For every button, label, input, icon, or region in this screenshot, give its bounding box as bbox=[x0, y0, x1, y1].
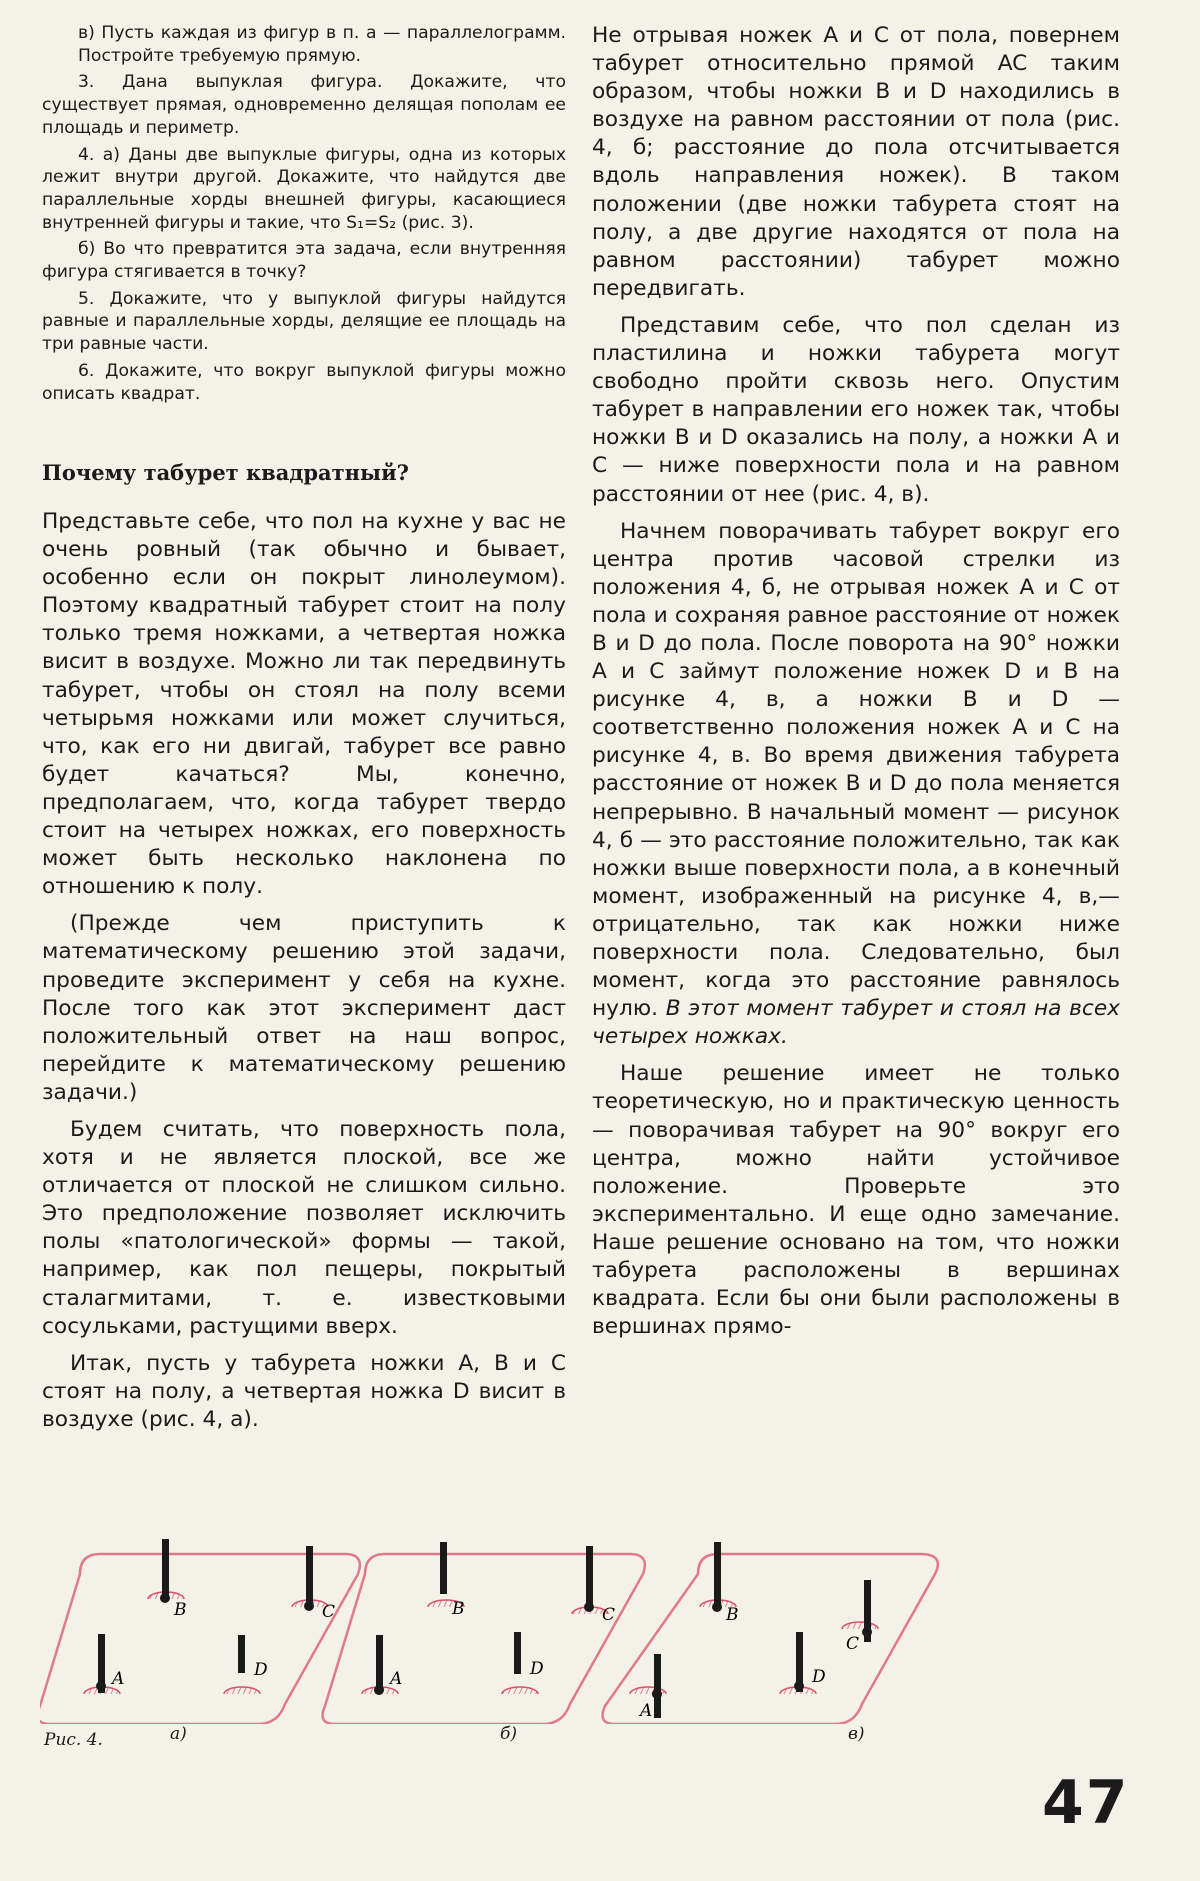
leg-b-b bbox=[440, 1542, 447, 1594]
panel-c bbox=[603, 1542, 938, 1724]
problems-block bbox=[42, 22, 566, 409]
shape bbox=[96, 1681, 106, 1691]
sublabel-b: б) bbox=[500, 1724, 518, 1744]
stool-diagram bbox=[40, 1514, 1150, 1724]
panel-b bbox=[323, 1542, 645, 1724]
left-paragraph-1: Представьте себе, что пол на кухне у вас не очень ровный (так обычно и бывает, особенно если он покрыт линолеумом). Поэтому квадратный табурет стоит на полу только тремя ножками, а четвертая ножка висит в воздухе. Можно ли так передвинуть табурет, чтобы он стоял на полу всеми четырьмя ножками или может случиться, что, как его ни двигай, табурет все равно будет качаться? Мы, конечно, предполагаем, что, когда табурет твердо стоит на четырех ножках, его поверхность может быть несколько наклонена по отношению к полу. bbox=[42, 509, 566, 900]
problem-3: 3. Дана выпуклая фигура. Докажите, что существует прямая, одновременно делящая пополам ее площадь и периметр. bbox=[42, 72, 566, 138]
problem-2v: в) Пусть каждая из фигур в п. а — параллелограмм. Постройте требуемую прямую. bbox=[78, 23, 566, 66]
stool-outline-b bbox=[323, 1554, 645, 1724]
label-c-c: C bbox=[846, 1634, 860, 1654]
sublabel-c: в) bbox=[848, 1724, 865, 1744]
problem-4a: 4. а) Даны две выпуклые фигуры, одна из которых лежит внутри другой. Докажите, что найдутся две параллельные хорды внешней фигуры, касающиеся внутренней фигуры и такие, что S₁=S₂ (рис. 3). bbox=[42, 144, 566, 233]
section-title: Почему табурет квадратный? bbox=[42, 460, 409, 485]
left-paragraph-2: (Прежде чем приступить к математическому решению этой задачи, проведите эксперимент у себя на кухне. После того как этот эксперимент даст положительный ответ на наш вопрос, перейдите к математическому решению задачи.) bbox=[42, 911, 566, 1105]
label-b-c: B bbox=[726, 1605, 739, 1625]
label-c-a: C bbox=[322, 1602, 336, 1622]
leg-a-b bbox=[376, 1635, 383, 1693]
left-paragraph-4: Итак, пусть у табурета ножки A, B и C стоят на полу, а четвертая ножка D висит в воздухе (рис. 4, а). bbox=[42, 1350, 566, 1432]
conclusion-italic: В этот момент табурет и стоял на всех четырех ножках. bbox=[592, 996, 1120, 1050]
problem-5: 5. Докажите, что у выпуклой фигуры найдутся равные и параллельные хорды, делящие ее площадь на три равные части. bbox=[42, 288, 566, 355]
problem-6: 6. Докажите, что вокруг выпуклой фигуры можно описать квадрат. bbox=[42, 360, 566, 404]
figure-4 bbox=[40, 1514, 1150, 1724]
shape bbox=[584, 1602, 594, 1612]
shape bbox=[794, 1681, 804, 1691]
shape bbox=[862, 1627, 872, 1637]
leg-b-a bbox=[162, 1539, 169, 1597]
label-c-b: C bbox=[602, 1605, 616, 1625]
right-paragraph-4: Наше решение имеет не только теоретическую, но и практическую ценность — поворачивая табурет на 90° вокруг его центра, можно найти устойчивое положение. Проверьте это экспериментально. И еще одно замечание. Наше решение основано на том, что ножки табурета расположены в вершинах квадрата. Если бы они были расположены в вершинах прямо- bbox=[592, 1061, 1120, 1340]
sublabel-a: а) bbox=[170, 1724, 187, 1744]
right-paragraph-2: Представим себе, что пол сделан из пластилина и ножки табурета могут свободно пройти сквозь него. Опустим табурет в направлении его ножек так, чтобы ножки B и D оказались на полу, а ножки A и C — ниже поверхности пола и на равном расстоянии от нее (рис. 4, в). bbox=[592, 312, 1120, 507]
leg-a-c bbox=[654, 1654, 661, 1718]
label-a-a: A bbox=[112, 1669, 125, 1689]
label-b-b: B bbox=[452, 1599, 465, 1619]
page-number: 47 bbox=[1042, 1768, 1130, 1838]
right-paragraph-3 bbox=[592, 518, 1120, 1052]
floor-mark-c-c bbox=[842, 1622, 878, 1629]
shape bbox=[374, 1685, 384, 1695]
label-d-b: D bbox=[530, 1659, 544, 1679]
shape bbox=[304, 1601, 314, 1611]
shape bbox=[712, 1602, 722, 1612]
shape bbox=[160, 1593, 170, 1603]
panel-a bbox=[40, 1539, 360, 1724]
left-paragraph-3: Будем считать, что поверхность пола, хотя и не является плоской, все же отличается от плоской не слишком сильно. Это предположение позволяет исключить полы «патологической» формы — такой, например, как пол пещеры, покрытый сталагмитами, т. е. известковыми сосульками, растущими вверх. bbox=[42, 1116, 566, 1339]
label-a-b: A bbox=[390, 1669, 403, 1689]
figure-caption: Рис. 4. bbox=[44, 1730, 103, 1750]
leg-d-a bbox=[238, 1635, 245, 1673]
right-paragraph-3-text: Начнем поворачивать табурет вокруг его центра против часовой стрелки из положения 4, б, не отрывая ножек A и C от пола и сохраняя равное расстояние от ножек B и D до пола. После поворота на 90° ножки A и C займут положение ножек D и B на рисунке 4, в, а ножки B и D — соответственно положения ножек A и C на рисунке 4, в. Во время движения табурета расстояние от ножек B и D до пола меняется непрерывно. В начальный момент — рисунок 4, б — это расстояние положительно, так как ножки выше поверхности пола, а в конечный момент, изображенный на рисунке 4, в,— отрицательно, так как ножки ниже поверхности пола. Следовательно, был момент, когда это расстояние равнялось нулю. bbox=[592, 518, 1120, 1022]
leg-d-b bbox=[514, 1632, 521, 1674]
floor-mark-d-b bbox=[502, 1687, 538, 1694]
label-a-c: A bbox=[640, 1701, 653, 1721]
problem-4b: б) Во что превратится эта задача, если внутренняя фигура стягивается в точку? bbox=[42, 239, 566, 283]
label-d-a: D bbox=[254, 1660, 268, 1680]
label-b-a: B bbox=[174, 1600, 187, 1620]
stool-outline-c bbox=[603, 1554, 938, 1724]
floor-mark-d-a bbox=[224, 1687, 260, 1694]
leg-c-b bbox=[586, 1546, 593, 1606]
leg-c-a bbox=[306, 1546, 313, 1605]
label-d-c: D bbox=[812, 1667, 826, 1687]
shape bbox=[652, 1689, 662, 1699]
article-left-column bbox=[42, 508, 566, 1443]
article-right-column bbox=[592, 22, 1120, 1350]
leg-b-c bbox=[714, 1542, 721, 1606]
right-paragraph-1: Не отрывая ножек A и C от пола, повернем табурет относительно прямой AC таким образом, чтобы ножки B и D находились в воздухе на равном расстоянии от пола (рис. 4, б; расстояние до пола отсчитывается вдоль направления ножек). В таком положении (две ножки табурета стоят на полу, а две другие находятся от пола на равном расстоянии) табурет можно передвигать. bbox=[592, 23, 1120, 301]
